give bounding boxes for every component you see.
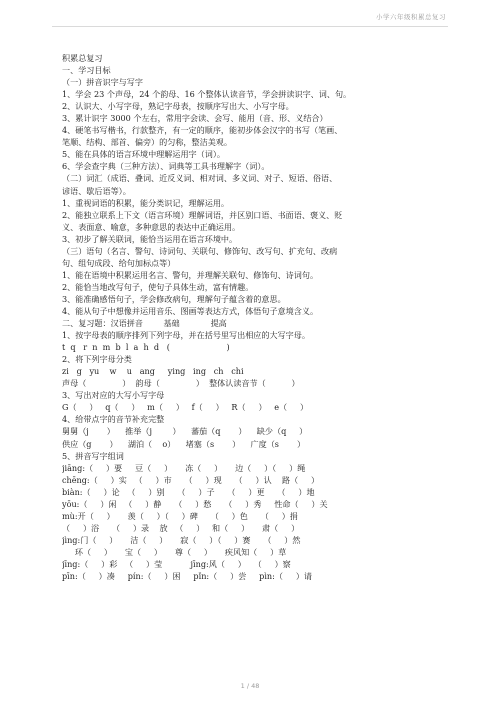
text-line: 舅舅（j ） 推举（j ） 蕃茄（q ） 缺少（q ） [62, 426, 308, 437]
text-line: （ ）浴 （ ）录 放 （ ） 和（ ） 肃（ ） [62, 522, 300, 533]
text-line: 4、硬笔书写楷书，行款整齐，有一定的顺序，能初步体会汉字的书写（笔画、 [62, 125, 343, 136]
text-line: yōu:（ ）闲 （ ）静 （ ）愁 （ ）秀 性命（ ）关 [62, 498, 328, 509]
text-line: 2、能独立联系上下文（语言环境）理解词语，并区别口语、书面语、褒义、贬 [62, 209, 343, 220]
text-line: zi g yu w u ang ying ing ch chi [62, 366, 244, 377]
text-line: 3、累计识字 3000 个左右，常用字会读、会写、能用（音、形、义结合） [62, 113, 328, 124]
text-line: 3、初步了解关联词，能恰当运用在语言环境中。 [62, 233, 238, 244]
text-line: 声母（ ） 韵母（ ） 整体认读音节（ ） [62, 378, 300, 389]
text-line: biàn:（ ）论 （ ）别 （ ）子 （ ）更 （ ）地 [62, 486, 315, 497]
text-line: pīn:（ ）凑 pín:（ ）困 pǐn:（ ）尝 pìn:（ ）请 [62, 571, 313, 582]
text-line: jìng:门（ ） 洁（ ） 寂（ ）（ ）赛 （ ）然 [62, 534, 301, 545]
text-line: 义、表面意、喻意，多种意思的表达中正确运用。 [62, 221, 241, 232]
text-line: 1、学会 23 个声母，24 个韵母、16 个整体认读音节，学会拼读识字、词、句。 [62, 89, 352, 100]
text-line: 环（ ） 宝（ ） 尊（ ） 疾风知（ ）草 [62, 546, 287, 557]
text-line: G（ ） q（ ） m（ ） f（ ） R（ ） e（ ） [62, 402, 309, 413]
text-line: 2、认识大、小写字母，熟记字母表，按顺序写出大、小写字母。 [62, 101, 294, 112]
text-line: 积累总复习 [62, 53, 103, 63]
text-line: 谚语、歇后语等）。 [62, 185, 131, 196]
text-line: （二）词汇（成语、叠词、近反义词、相对词、多义词、对子、短语、俗语、 [62, 173, 338, 184]
header-divider [52, 26, 448, 27]
text-line: 3、写出对应的大写小写字母 [62, 390, 165, 401]
text-line: 1、按字母表的顺序排列下列字母，并在括号里写出相应的大写字母。 [62, 330, 310, 341]
text-line: 3、能准确感悟句子，学会修改病句，理解句子蕴含着的意思。 [62, 293, 286, 304]
text-line: 1、能在语境中积累运用名言、警句，并理解关联句、修饰句、诗词句。 [62, 269, 319, 280]
text-line: 笔顺、结构、部首、偏旁）的匀称，整洁美观。 [62, 137, 232, 148]
text-line: 2、将下列字母分类 [62, 354, 132, 365]
text-line: 1、重视词语的积累，能分类识记，理解运用。 [62, 197, 230, 208]
document-body [62, 52, 452, 582]
text-line: 一、学习目标 [62, 65, 111, 76]
text-line: （一）拼音识字与写字 [62, 77, 143, 88]
text-line: 5、拼音写字组词 [62, 450, 124, 461]
text-line: （三）语句（名言、警句、诗词句、关联句、修饰句、改写句、扩充句、改病 [62, 245, 338, 256]
running-header: 小学六年级积累总复习 [376, 13, 446, 21]
text-line: 4、给带点字的音节补充完整 [62, 414, 165, 425]
text-line: t q r n m b l a h d ( ) [62, 342, 230, 353]
text-line: 二、复习题：汉语拼音 基础 提高 [62, 318, 227, 329]
text-line: jīng:（ ）彩 （ ）莹 jīng:风（ ） （ ）察 [62, 558, 291, 569]
page-number: 1 / 48 [240, 682, 260, 690]
text-line: mù:开（ ） 羡（ ）（ ）碑 （ ）色 （ ）捐 [62, 510, 298, 521]
text-line: 5、能在具体的语言环境中理解运用字（词）。 [62, 149, 225, 160]
text-line: 2、能恰当地改写句子，使句子具体生动，富有情趣。 [62, 281, 254, 292]
text-line: jiāng:（ ）要 豆（ ） 冻（ ） 边（ ）（ ）绳 [62, 462, 306, 473]
text-line: 供应（g ） 湖泊（ o） 堵塞（s ） 广度（s ） [62, 438, 306, 449]
text-line: 6、学会查字典（三种方法）、词典等工具书理解字（词）。 [62, 161, 270, 172]
text-line: chēng:（ ）实 （ ）市 （ ）现 （ ）认 路（ ） [62, 474, 320, 485]
text-line: 句、组句成段、给句加标点等） [62, 257, 176, 268]
text-line: 4、能从句子中想像并运用音乐、图画等表达方式，体悟句子意境含义。 [62, 305, 319, 316]
